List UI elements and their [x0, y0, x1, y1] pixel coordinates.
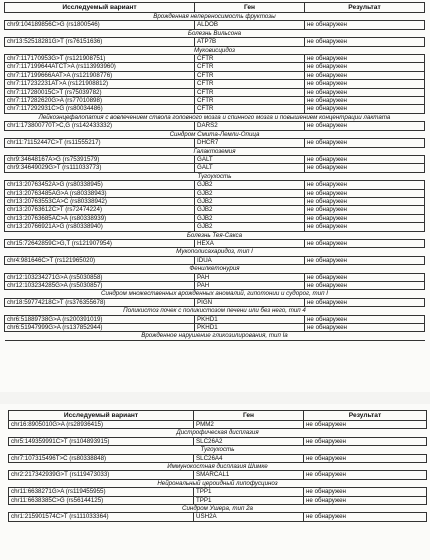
table-row	[9, 454, 427, 462]
variant-cell: chr11:6638385C>G (rs56144125)	[9, 496, 194, 504]
section-row	[5, 172, 425, 180]
variants-table-2	[8, 410, 427, 522]
section-title: Болезнь Вильсона	[5, 29, 425, 37]
gene-cell: HEXA	[195, 239, 305, 247]
section-row	[9, 505, 427, 513]
variant-cell: chr2:217342939G>T (rs119473033)	[9, 471, 194, 479]
section-row	[5, 231, 425, 239]
variant-cell: chr9:34648167A>G (rs75391579)	[5, 155, 195, 163]
gene-cell: GJB2	[195, 189, 305, 197]
table-row	[5, 122, 425, 130]
report-page-2	[0, 404, 430, 560]
variant-cell: chr11:71152447C>T (rs11555217)	[5, 139, 195, 147]
gene-cell: USH2A	[194, 513, 304, 521]
section-title: Врожденное нарушение гликозилирования, тип Ia	[5, 332, 425, 340]
section-title: Лейкоэнцефалопатия с вовлечением ствола головного мозга и спинного мозга и повышением концентрации лактата	[5, 113, 425, 121]
result-cell: не обнаружен	[305, 63, 425, 71]
gene-cell: TPP1	[194, 488, 304, 496]
table-row	[5, 214, 425, 222]
section-row	[5, 307, 425, 315]
section-title: Иммунокостная дисплазия Шимке	[9, 463, 427, 471]
section-title: Болезнь Тея-Сакса	[5, 231, 425, 239]
variant-cell: chr13:52518281G>T (rs76151636)	[5, 38, 195, 46]
section-title: Фенилкетонурия	[5, 265, 425, 273]
section-row	[5, 248, 425, 256]
variant-cell: chr1:173800770T>C,G (rs142433332)	[5, 122, 195, 130]
result-cell: не обнаружен	[305, 214, 425, 222]
table-row	[5, 38, 425, 46]
variant-cell: chr12:103234285G>A (rs5030857)	[5, 282, 195, 290]
result-cell: не обнаружен	[305, 80, 425, 88]
variant-cell: chr13:20763612C>T (rs72474224)	[5, 206, 195, 214]
gene-cell: ALDOB	[195, 21, 305, 29]
gene-cell: SLC26A2	[194, 437, 304, 445]
table-row	[5, 155, 425, 163]
result-cell: не обнаружен	[305, 122, 425, 130]
gene-cell: PAH	[195, 273, 305, 281]
section-row	[5, 130, 425, 138]
result-cell: не обнаружен	[305, 97, 425, 105]
table-row	[9, 437, 427, 445]
gene-cell: CFTR	[195, 55, 305, 63]
table-row	[9, 471, 427, 479]
section-title: Галактоземия	[5, 147, 425, 155]
table-row	[5, 164, 425, 172]
table-row	[5, 97, 425, 105]
gene-cell: DARS2	[195, 122, 305, 130]
section-title: Муковисцидоз	[5, 46, 425, 54]
table-header-row	[9, 411, 427, 421]
result-cell: не обнаружен	[304, 471, 427, 479]
variant-cell: chr7:107315496T>C (rs80338848)	[9, 454, 194, 462]
section-row	[9, 446, 427, 454]
result-cell: не обнаружен	[305, 139, 425, 147]
table-row	[5, 71, 425, 79]
header-result: Результат	[304, 411, 427, 421]
header-variant: Исследуемый вариант	[9, 411, 194, 421]
result-cell: не обнаружен	[305, 223, 425, 231]
result-cell: не обнаружен	[304, 454, 427, 462]
gene-cell: GJB2	[195, 181, 305, 189]
table-row	[5, 315, 425, 323]
result-cell: не обнаружен	[305, 155, 425, 163]
gene-cell: TPP1	[194, 496, 304, 504]
result-cell: не обнаружен	[305, 164, 425, 172]
table-row	[9, 496, 427, 504]
table-header-row	[5, 3, 425, 13]
table-row	[5, 223, 425, 231]
gene-cell: GALT	[195, 155, 305, 163]
section-row	[9, 479, 427, 487]
gene-cell: PAH	[195, 282, 305, 290]
result-cell: не обнаружен	[305, 71, 425, 79]
result-cell: не обнаружен	[305, 298, 425, 306]
gene-cell: GALT	[195, 164, 305, 172]
section-title: Поликистоз почек с поликистозом печени или без него, тип 4	[5, 307, 425, 315]
variant-cell: chr9:34649029G>T (rs111033773)	[5, 164, 195, 172]
section-title: Тугоухость	[5, 172, 425, 180]
section-row	[9, 463, 427, 471]
table-row	[5, 105, 425, 113]
gene-cell: GJB2	[195, 206, 305, 214]
result-cell: не обнаружен	[305, 282, 425, 290]
section-title: Тугоухость	[9, 446, 427, 454]
table-row	[5, 324, 425, 332]
variant-cell: chr13:20763485AG>A (rs80338943)	[5, 189, 195, 197]
gene-cell: SLC26A4	[194, 454, 304, 462]
table-row	[5, 282, 425, 290]
result-cell: не обнаружен	[305, 181, 425, 189]
variant-cell: chr16:8905010G>A (rs28936415)	[9, 421, 194, 429]
variant-cell: chr13:20766921A>G (rs80338940)	[5, 223, 195, 231]
gene-cell: SMARCAL1	[194, 471, 304, 479]
variant-cell: chr7:117280015C>T (rs75039782)	[5, 88, 195, 96]
section-title: Врожденная непереносимость фруктозы	[5, 13, 425, 21]
result-cell: не обнаружен	[305, 273, 425, 281]
variant-cell: chr7:117292931C>G (rs80034486)	[5, 105, 195, 113]
result-cell: не обнаружен	[305, 189, 425, 197]
gene-cell: CFTR	[195, 88, 305, 96]
gene-cell: GJB2	[195, 214, 305, 222]
variant-cell: chr1:215901574C>T (rs111033364)	[9, 513, 194, 521]
variant-cell: chr13:20763452A>G (rs80338945)	[5, 181, 195, 189]
gene-cell: CFTR	[195, 80, 305, 88]
result-cell: не обнаружен	[304, 513, 427, 521]
gene-cell: CFTR	[195, 71, 305, 79]
variant-cell: chr13:20763685AC>A (rs80338939)	[5, 214, 195, 222]
variant-cell: chr6:51947999G>A (rs137852944)	[5, 324, 195, 332]
variant-cell: chr4:981646C>T (rs121965020)	[5, 256, 195, 264]
gene-cell: PKHD1	[195, 315, 305, 323]
section-title: Дистрофическая дисплазия	[9, 429, 427, 437]
result-cell: не обнаружен	[305, 197, 425, 205]
variant-cell: chr13:20763553CA>C (rs80338942)	[5, 197, 195, 205]
header-gene: Ген	[195, 3, 305, 13]
table-row	[9, 513, 427, 521]
table-row	[5, 88, 425, 96]
result-cell: не обнаружен	[305, 206, 425, 214]
result-cell: не обнаружен	[305, 105, 425, 113]
result-cell: не обнаружен	[305, 21, 425, 29]
gene-cell: GJB2	[195, 197, 305, 205]
header-result: Результат	[305, 3, 425, 13]
table-row	[5, 181, 425, 189]
gene-cell: IDUA	[195, 256, 305, 264]
section-title: Синдром Ушера, тип 2а	[9, 505, 427, 513]
variant-cell: chr12:103234271G>A (rs5030858)	[5, 273, 195, 281]
gene-cell: CFTR	[195, 63, 305, 71]
gene-cell: PIGN	[195, 298, 305, 306]
section-row	[5, 46, 425, 54]
table-row	[5, 239, 425, 247]
result-cell: не обнаружен	[304, 421, 427, 429]
gene-cell: DHCR7	[195, 139, 305, 147]
gene-cell: CFTR	[195, 105, 305, 113]
section-row	[5, 332, 425, 340]
table-row	[5, 21, 425, 29]
variant-cell: chr7:117232231AT>A (rs121908812)	[5, 80, 195, 88]
variant-cell: chr11:6638271G>A (rs119455955)	[9, 488, 194, 496]
table-row	[5, 298, 425, 306]
table-row	[5, 206, 425, 214]
gene-cell: CFTR	[195, 97, 305, 105]
variant-cell: chr7:117282620G>A (rs77010898)	[5, 97, 195, 105]
result-cell: не обнаружен	[305, 324, 425, 332]
variant-cell: chr9:104189856C>G (rs1800546)	[5, 21, 195, 29]
section-row	[5, 113, 425, 121]
table-row	[5, 256, 425, 264]
result-cell: не обнаружен	[305, 88, 425, 96]
gene-cell: PMM2	[194, 421, 304, 429]
section-row	[5, 13, 425, 21]
table-row	[9, 488, 427, 496]
header-variant: Исследуемый вариант	[5, 3, 195, 13]
gene-cell: PKHD1	[195, 324, 305, 332]
result-cell: не обнаружен	[305, 315, 425, 323]
result-cell: не обнаружен	[305, 55, 425, 63]
result-cell: не обнаружен	[304, 488, 427, 496]
gene-cell: ATP7B	[195, 38, 305, 46]
variant-cell: chr7:117199644ATCT>A (rs113993960)	[5, 63, 195, 71]
variants-table-1	[4, 2, 425, 341]
table-row	[5, 273, 425, 281]
table-row	[9, 421, 427, 429]
section-row	[5, 265, 425, 273]
table-row	[5, 197, 425, 205]
variant-cell: chr15:72642859C>G,T (rs121907954)	[5, 239, 195, 247]
result-cell: не обнаружен	[305, 256, 425, 264]
variant-cell: chr7:117170953G>T (rs121908751)	[5, 55, 195, 63]
table-row	[5, 189, 425, 197]
section-row	[5, 29, 425, 37]
section-title: Синдром Смита-Лемли-Опица	[5, 130, 425, 138]
section-title: Нейрональный цероидный липофусциноз	[9, 479, 427, 487]
section-row	[5, 290, 425, 298]
result-cell: не обнаружен	[305, 239, 425, 247]
section-title: Мукополисахаридоз, тип I	[5, 248, 425, 256]
table-row	[5, 80, 425, 88]
header-gene: Ген	[194, 411, 304, 421]
section-row	[9, 429, 427, 437]
variant-cell: chr6:51889738G>A (rs200391019)	[5, 315, 195, 323]
variant-cell: chr7:117199666AAT>A (rs121908776)	[5, 71, 195, 79]
section-title: Синдром множественных врожденных аномалий, гипотонии и судорог, тип I	[5, 290, 425, 298]
variant-cell: chr18:59774218C>T (rs376355678)	[5, 298, 195, 306]
table-row	[5, 63, 425, 71]
result-cell: не обнаружен	[304, 496, 427, 504]
table-row	[5, 55, 425, 63]
section-row	[5, 147, 425, 155]
table-row	[5, 139, 425, 147]
gene-cell: GJB2	[195, 223, 305, 231]
variant-cell: chr5:149359991C>T (rs104893915)	[9, 437, 194, 445]
result-cell: не обнаружен	[305, 38, 425, 46]
result-cell: не обнаружен	[304, 437, 427, 445]
